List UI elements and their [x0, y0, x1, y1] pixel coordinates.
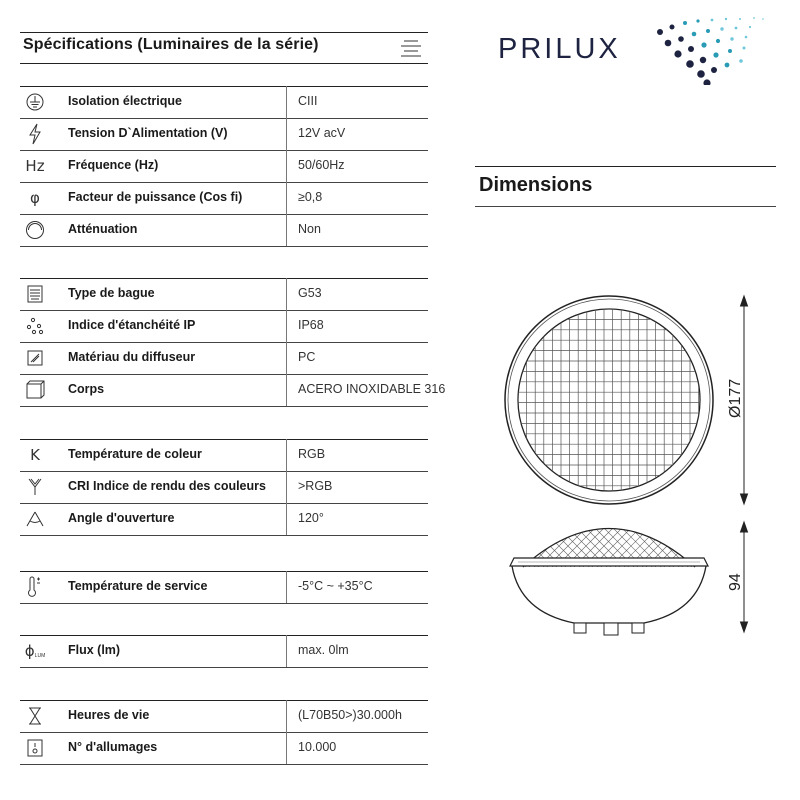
- spec-row: [20, 374, 446, 406]
- brand-logo-dots-icon: [650, 15, 770, 85]
- top-view: [505, 296, 713, 504]
- spec-label: Heures de vie: [68, 708, 150, 722]
- spec-label: Angle d'ouverture: [68, 511, 175, 525]
- spec-label: CRI Indice de rendu des couleurs: [68, 479, 266, 493]
- spec-label: Température de coleur: [68, 447, 202, 461]
- spec-value: (L70B50>)30.000h: [298, 708, 402, 722]
- spec-row: [20, 700, 428, 732]
- spec-value: Non: [298, 222, 321, 236]
- spec-value: 120°: [298, 511, 324, 525]
- spec-label: Fréquence (Hz): [68, 158, 159, 172]
- spec-value: ACERO INOXIDABLE 316: [298, 382, 446, 396]
- spec-value: 50/60Hz: [298, 158, 345, 172]
- column-divider: [286, 310, 287, 342]
- lightning-icon: [22, 122, 48, 146]
- spec-label: N° d'allumages: [68, 740, 158, 754]
- column-divider: [286, 374, 287, 406]
- ground-icon: [22, 90, 48, 114]
- spec-row: [20, 278, 428, 310]
- column-divider: [286, 214, 287, 246]
- spec-value: >RGB: [298, 479, 333, 493]
- phi-icon: φ: [30, 189, 40, 207]
- spec-value: max. 0lm: [298, 643, 349, 657]
- column-divider: [286, 342, 287, 374]
- menu-icon[interactable]: [398, 38, 424, 58]
- spec-row: [20, 86, 428, 118]
- spec-row: [20, 118, 428, 150]
- spec-label: Corps: [68, 382, 105, 396]
- diameter-label: Ø177: [727, 378, 744, 418]
- spec-value: PC: [298, 350, 316, 364]
- spec-label: Indice d'étanchéité IP: [68, 318, 196, 332]
- brand-logo-text: PRILUX: [498, 33, 621, 65]
- spec-title: Spécifications (Luminaires de la série): [23, 36, 319, 53]
- spec-row: [20, 214, 428, 246]
- thermometer-icon: [22, 575, 48, 599]
- column-divider: [286, 700, 287, 732]
- spec-row: [20, 310, 428, 342]
- column-divider: [286, 439, 287, 471]
- hourglass-icon: [22, 704, 48, 728]
- spec-value: IP68: [298, 318, 324, 332]
- side-view: [490, 510, 770, 635]
- diffuser-icon: [22, 346, 48, 370]
- spec-label: Type de bague: [68, 286, 155, 300]
- spec-label: Atténuation: [68, 222, 138, 236]
- spec-label: Facteur de puissance (Cos fi): [68, 190, 243, 204]
- spec-row: [20, 182, 428, 214]
- spec-value: -5°C ~ +35°C: [298, 579, 373, 593]
- column-divider: [286, 471, 287, 503]
- spec-row: [20, 471, 428, 503]
- switch-icon: [22, 736, 48, 760]
- spec-value: RGB: [298, 447, 326, 461]
- dimensions-title: Dimensions: [479, 174, 593, 196]
- cri-icon: [22, 475, 48, 499]
- kelvin-icon: K: [30, 446, 40, 464]
- beam-angle-icon: [22, 507, 48, 531]
- spec-row: [20, 732, 428, 764]
- spec-row: [20, 439, 428, 471]
- spec-value: ≥0,8: [298, 190, 323, 204]
- lumen-icon: ϕ LUM: [24, 642, 46, 660]
- column-divider: [286, 571, 287, 603]
- column-divider: [286, 732, 287, 764]
- hz-icon: Hz: [25, 157, 45, 175]
- spec-value: G53: [298, 286, 322, 300]
- spec-value: CIII: [298, 94, 318, 108]
- column-divider: [286, 278, 287, 310]
- spec-label: Flux (lm): [68, 643, 121, 657]
- dimming-icon: [22, 218, 48, 242]
- spec-row: [20, 571, 428, 603]
- spec-label: Température de service: [68, 579, 208, 593]
- body-icon: [22, 378, 48, 402]
- column-divider: [286, 182, 287, 214]
- column-divider: [286, 635, 287, 667]
- column-divider: [286, 150, 287, 182]
- column-divider: [286, 118, 287, 150]
- spec-row: [20, 342, 428, 374]
- spec-label: Isolation électrique: [68, 94, 182, 108]
- drops-icon: [22, 314, 48, 338]
- height-label: 94: [727, 573, 744, 591]
- spec-label: Matériau du diffuseur: [68, 350, 196, 364]
- socket-icon: [22, 282, 48, 306]
- column-divider: [286, 503, 287, 535]
- luminaire-dimension-drawing: [490, 280, 770, 650]
- spec-label: Tension D`Alimentation (V): [68, 126, 228, 140]
- spec-value: 12V acV: [298, 126, 346, 140]
- spec-value: 10.000: [298, 740, 337, 754]
- spec-row: [20, 503, 428, 535]
- spec-row: [20, 150, 428, 182]
- spec-row: [20, 635, 428, 667]
- column-divider: [286, 86, 287, 118]
